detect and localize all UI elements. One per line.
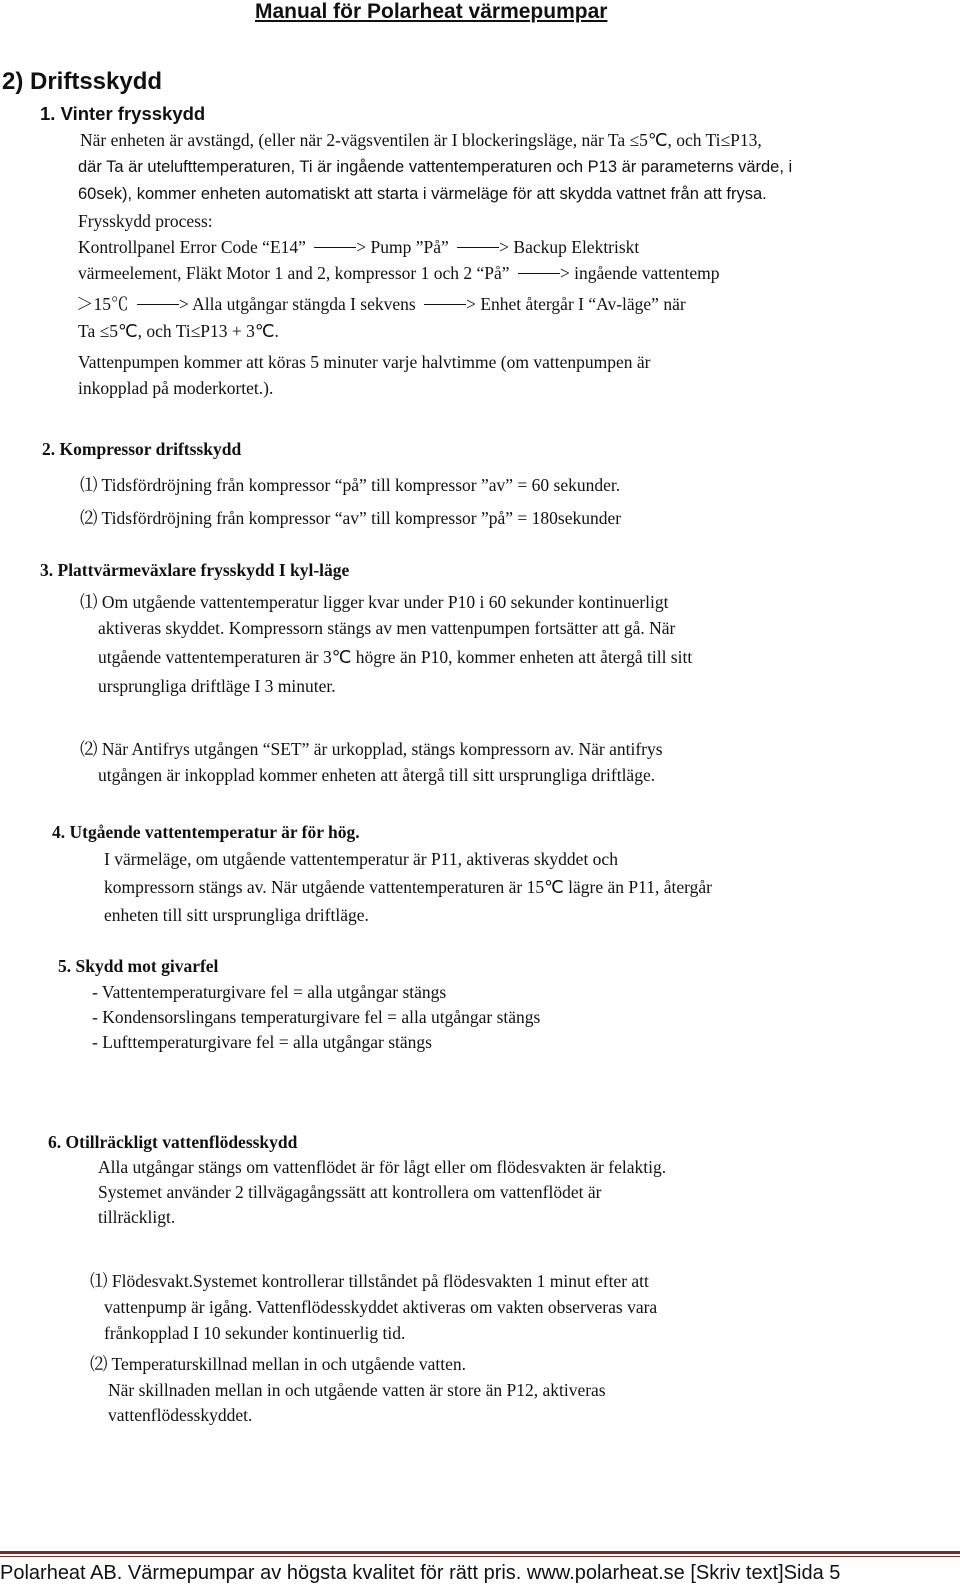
s1-para-line-3: 60sek), kommer enheten automatiskt att starta i värmeläge för att skydda vattnet från att frysa. — [78, 185, 767, 203]
s4-line-2: kompressorn stängs av. När utgående vattentemperaturen är 15℃ lägre än P11, återgår — [104, 877, 712, 897]
flow-error-code: Kontrollpanel Error Code “E14” — [78, 237, 306, 257]
heading-utgaende-temp: 4. Utgående vattentemperatur är för hög. — [52, 822, 360, 842]
s3-line-2: aktiveras skyddet. Kompressorn stängs av men vattenpumpen fortsätter att gå. När — [98, 618, 676, 638]
heading-skydd-givarfel: 5. Skydd mot givarfel — [58, 956, 219, 976]
flow-backup-heater: > Backup Elektriskt — [499, 237, 640, 257]
s6-line-7: ⑵ Temperaturskillnad mellan in och utgående vatten. — [90, 1354, 467, 1374]
arrow-icon — [457, 247, 499, 248]
s6-line-5: vattenpump är igång. Vattenflödesskyddet aktiveras om vakten observeras vara — [104, 1297, 658, 1317]
s1-flow-line-3 — [76, 291, 686, 316]
s6-line-2: Systemet använder 2 tillvägagångssätt att kontrollera om vattenflödet är — [98, 1182, 602, 1202]
s1-para-line-1: När enheten är avstängd, (eller när 2-vägsventilen är I blockeringsläge, när Ta ≤5℃, och Ti≤P13, — [80, 130, 762, 150]
s4-line-3: enheten till sitt ursprungliga driftläge. — [104, 905, 369, 925]
arrow-icon — [424, 304, 466, 305]
s1-flow-line-1 — [78, 237, 639, 258]
s1-para-line-2: där Ta är utelufttemperaturen, Ti är ingående vattentemperaturen och P13 är parameterns värde, i — [78, 158, 793, 176]
s1-para-line-5: Vattenpumpen kommer att köras 5 minuter varje halvtimme (om vattenpumpen är — [78, 352, 651, 372]
document-title: Manual för Polarheat värmepumpar — [255, 0, 608, 23]
arrow-icon — [137, 304, 179, 305]
arrow-icon — [518, 273, 560, 274]
s1-para-line-6: inkopplad på moderkortet.). — [78, 378, 274, 398]
section-heading: 2) Driftsskydd — [2, 68, 163, 95]
s6-line-8: När skillnaden mellan in och utgående vatten är store än P12, aktiveras — [108, 1380, 606, 1400]
s3-line-3: utgående vattentemperaturen är 3℃ högre än P10, kommer enheten att återgå till sitt — [98, 647, 693, 667]
s6-line-4: ⑴ Flödesvakt.Systemet kontrollerar tillståndet på flödesvakten 1 minut efter att — [90, 1271, 649, 1291]
s3-line-4: ursprungliga driftläge I 3 minuter. — [98, 676, 336, 696]
s5-line-2: - Kondensorslingans temperaturgivare fel = alla utgångar stängs — [92, 1007, 541, 1027]
s3-line-5: ⑵ När Antifrys utgången “SET” är urkopplad, stängs kompressorn av. När antifrys — [80, 739, 663, 759]
s3-line-6: utgången är inkopplad kommer enheten att återgå till sitt ursprungliga driftläge. — [98, 765, 656, 785]
s5-line-3: - Lufttemperaturgivare fel = alla utgångar stängs — [92, 1032, 432, 1052]
s2-line-1: ⑴ Tidsfördröjning från kompressor “på” till kompressor ”av” = 60 sekunder. — [80, 475, 621, 495]
flow-pump-on: > Pump ”På” — [356, 237, 449, 257]
page-footer: Polarheat AB. Värmepumpar av högsta kvalitet för rätt pris. www.polarheat.se [Skriv text]Sida 5 — [0, 1562, 841, 1584]
arrow-icon — [314, 247, 356, 248]
s1-process-label: Frysskydd process: — [78, 211, 213, 231]
footer-rule-thin — [0, 1556, 960, 1557]
s1-flow-line-4: Ta ≤5℃, och Ti≤P13 + 3℃. — [78, 321, 279, 341]
s2-line-2: ⑵ Tidsfördröjning från kompressor “av” till kompressor ”på” = 180sekunder — [80, 508, 622, 528]
s1-flow-line-2 — [78, 263, 719, 284]
flow-outputs-closed: > Alla utgångar stängda I sekvens — [178, 294, 416, 314]
s6-line-6: frånkopplad I 10 sekunder kontinuerlig tid. — [104, 1323, 406, 1343]
s3-line-1: ⑴ Om utgående vattentemperatur ligger kvar under P10 i 60 sekunder kontinuerligt — [80, 592, 669, 612]
heading-plattvarmevaxlare: 3. Plattvärmeväxlare frysskydd I kyl-läge — [40, 560, 350, 580]
flow-elements-on: värmeelement, Fläkt Motor 1 and 2, kompressor 1 och 2 “På” — [78, 263, 510, 283]
s6-line-1: Alla utgångar stängs om vattenflödet är för lågt eller om flödesvakten är felaktig. — [98, 1157, 667, 1177]
s5-line-1: - Vattentemperaturgivare fel = alla utgångar stängs — [92, 982, 447, 1002]
heading-kompressor-driftsskydd: 2. Kompressor driftsskydd — [42, 439, 242, 459]
footer-rule — [0, 1551, 960, 1554]
flow-unit-off: > Enhet återgår I “Av-läge” när — [466, 294, 686, 314]
flow-temp-threshold: ＞15℃ — [76, 294, 129, 314]
s4-line-1: I värmeläge, om utgående vattentemperatur är P11, aktiveras skyddet och — [104, 849, 618, 869]
heading-vinter-frysskydd: 1. Vinter frysskydd — [40, 103, 206, 124]
s6-line-9: vattenflödesskyddet. — [108, 1405, 253, 1425]
flow-inlet-temp: > ingående vattentemp — [559, 263, 720, 283]
s6-line-3: tillräckligt. — [98, 1207, 176, 1227]
heading-vattenflodesskydd: 6. Otillräckligt vattenflödesskydd — [48, 1132, 298, 1152]
